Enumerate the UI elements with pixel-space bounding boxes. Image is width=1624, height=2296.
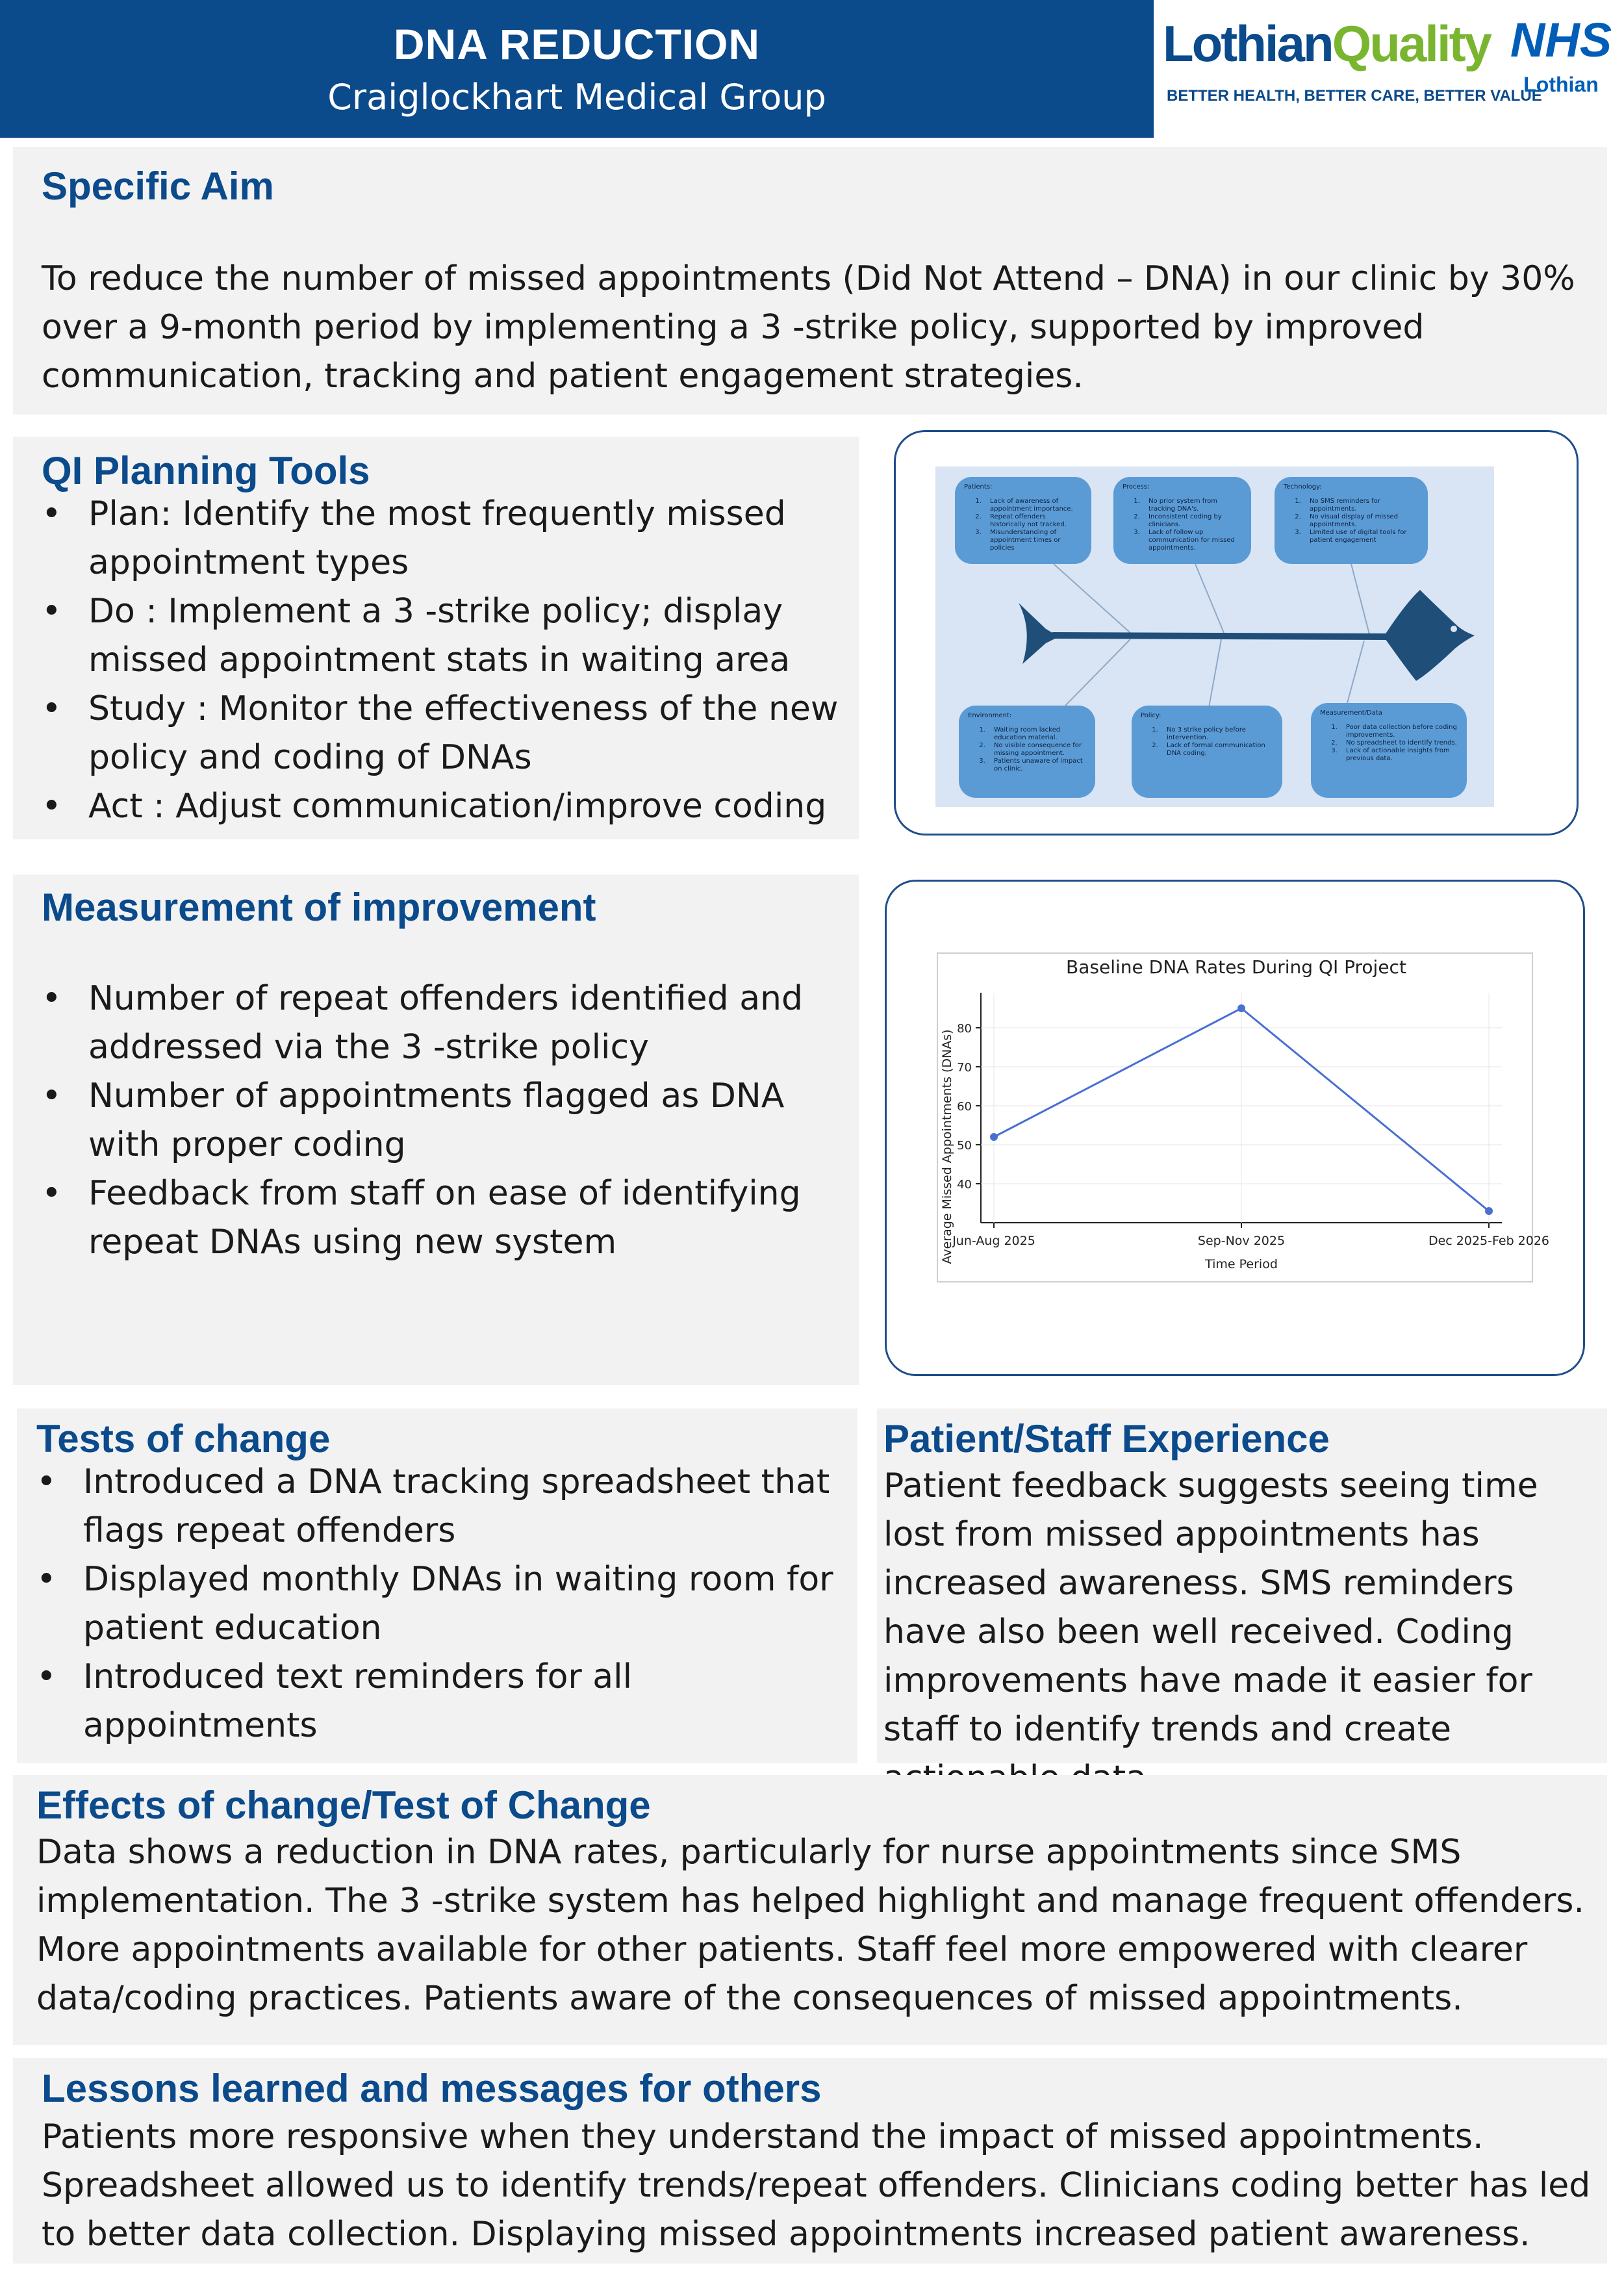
bone-line — [1065, 639, 1130, 706]
bone-line — [1347, 641, 1364, 703]
effects-text: Data shows a reduction in DNA rates, particularly for nurse appointments since SMS implementation. The 3 -strike system has helped highlight and manage frequent offenders. More appointments available for other patients. Staff feel more empowered with clearer data/coding practices. Patients aware of the consequences of missed appointments. — [36, 1833, 1585, 2018]
list-item: • Study : Monitor the effectiveness of the new policy and coding of DNAs — [42, 685, 854, 782]
section-heading: Tests of change — [36, 1417, 331, 1461]
poster-header — [0, 0, 1154, 138]
fish-eye — [1451, 626, 1457, 632]
list-item: • Plan: Identify the most frequently missed appointment types — [42, 490, 854, 587]
y-tick-label: 80 — [957, 1022, 972, 1036]
list-item: • Introduced a DNA tracking spreadsheet that flags repeat offenders — [36, 1458, 855, 1555]
list-item: • Number of appointments flagged as DNA with proper coding — [42, 1072, 854, 1169]
line-chart-panel — [937, 952, 1550, 1282]
y-tick-label: 60 — [957, 1100, 972, 1114]
x-axis-label: Time Period — [1205, 1257, 1278, 1271]
section-heading: Measurement of improvement — [42, 886, 596, 929]
cause-box-environment: Environment: 1. Waiting room lacked education material. 2. No visible consequence for missing appointment. 3. Patients unaware of impact on clinic. — [959, 706, 1095, 798]
fish-head — [1384, 590, 1475, 681]
poster-title: DNA REDUCTION — [393, 20, 761, 68]
qi-planning-panel — [13, 437, 859, 839]
cause-box-patients: Patients: 1. Lack of awareness of appointment importance. 2. Repeat offenders historically not tracked. 3. Misunderstanding of appointment times or policies — [955, 477, 1091, 564]
measures-list — [42, 975, 854, 1267]
experience-text: Patient feedback suggests seeing time lost from missed appointments has increased awareness. SMS reminders have also been well received. Coding improvements have made it easier for staff to identify trends and create — [883, 1466, 1538, 1749]
data-point — [1237, 1004, 1245, 1012]
data-point — [990, 1133, 998, 1141]
fish-spine — [1052, 635, 1390, 637]
lothian-quality-logo: LothianQuality BETTER HEALTH, BETTER CARE, BETTER VALUE — [1163, 15, 1542, 105]
pdsa-list — [42, 490, 854, 831]
tests-list — [36, 1458, 855, 1750]
cause-box-technology: Technology: 1. No SMS reminders for appointments. 2. No visual display of missed appointments. 3. Limited use of digital tools for patient engagement — [1275, 477, 1428, 564]
cause-box-policy: Policy: 1. No 3 strike policy before intervention. 2. Lack of formal communication DNA coding. — [1132, 706, 1282, 798]
section-heading: QI Planning Tools — [42, 449, 370, 492]
effects-panel — [13, 1775, 1607, 2045]
section-heading: Specific Aim — [42, 164, 274, 208]
list-item: • Number of repeat offenders identified and addressed via the 3 -strike policy — [42, 975, 854, 1072]
section-heading: Effects of change/Test of Change — [36, 1783, 651, 1827]
list-item: • Feedback from staff on ease of identifying repeat DNAs using new system — [42, 1169, 854, 1267]
list-item: • Do : Implement a 3 -strike policy; display missed appointment stats in waiting area — [42, 587, 854, 685]
measurement-panel — [13, 874, 859, 1385]
experience-panel — [877, 1409, 1607, 1763]
logo-tagline: BETTER HEALTH, BETTER CARE, BETTER VALUE — [1167, 87, 1542, 105]
list-item: • Introduced text reminders for all appointments — [36, 1653, 855, 1750]
y-tick-label: 40 — [957, 1178, 972, 1192]
bone-line — [1195, 564, 1224, 633]
section-heading: Lessons learned and messages for others — [42, 2067, 822, 2110]
y-tick-label: 70 — [957, 1061, 972, 1075]
x-tick-label: Jun-Aug 2025 — [952, 1234, 1035, 1248]
y-axis-label: Average Missed Appointments (DNAs) — [940, 1029, 954, 1264]
lessons-text: Patients more responsive when they understand the impact of missed appointments. Spreadsheet allowed us to identify trends/repeat offenders. Clinicians coding better has led to better data collection. Displaying missed appointments increased patient awareness. — [42, 2117, 1591, 2254]
x-tick-label: Dec 2025-Feb 2026 — [1428, 1234, 1550, 1248]
tests-of-change-panel — [17, 1409, 857, 1763]
bone-line — [1054, 564, 1130, 633]
cause-box-measurement: Measurement/Data 1. Poor data collection before coding improvements. 2. No spreadsheet to identify trends. 3. Lack of actionable insights from previous data. — [1311, 703, 1467, 798]
aim-text: To reduce the number of missed appointments (Did Not Attend – DNA) in our clinic by 30% over a 9-month period by implementing a 3 -strike policy, supported by improved communication, tracking and patient engagement strategies. — [42, 259, 1575, 396]
dna-rate-chart — [938, 954, 1550, 1284]
fish-tail — [1019, 603, 1059, 664]
fishbone-diagram — [935, 466, 1494, 807]
bone-line — [1208, 639, 1221, 711]
y-tick-label: 50 — [957, 1139, 972, 1153]
list-item: • Act : Adjust communication/improve coding — [42, 782, 854, 831]
nhs-lothian-logo: NHS Lothian — [1510, 13, 1612, 96]
cause-box-process: Process: 1. No prior system from tracking DNA's. 2. Inconsistent coding by clinicians. 3. Lack of follow up communication for missed appointments. — [1113, 477, 1251, 564]
specific-aim-panel — [13, 147, 1607, 415]
list-item: • Displayed monthly DNAs in waiting room for patient education — [36, 1555, 855, 1653]
lessons-panel — [13, 2058, 1607, 2264]
data-point — [1485, 1207, 1493, 1215]
chart-title: Baseline DNA Rates During QI Project — [1066, 956, 1406, 978]
practice-name: Craiglockhart Medical Group — [327, 77, 826, 118]
section-heading: Patient/Staff Experience — [883, 1417, 1330, 1461]
x-tick-label: Sep-Nov 2025 — [1197, 1234, 1286, 1248]
bone-line — [1351, 564, 1369, 634]
